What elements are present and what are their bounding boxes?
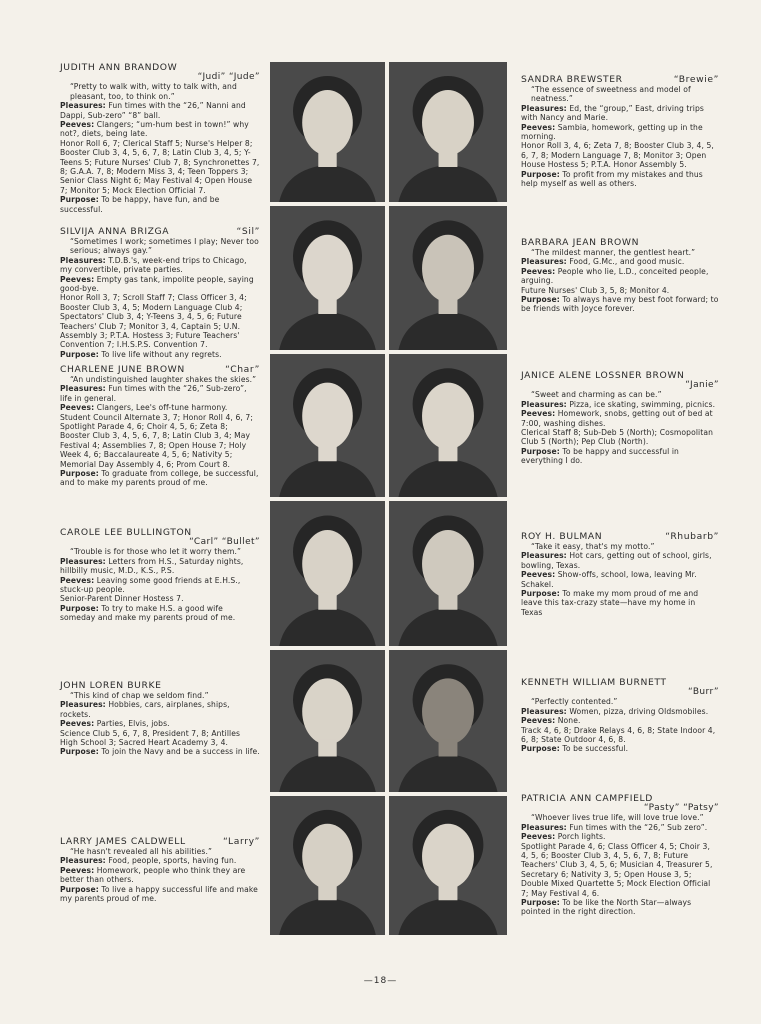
peeves-text: Leaving some good friends at E.H.S., stuck-up people. xyxy=(60,575,241,595)
portrait-neck xyxy=(439,151,458,167)
portrait-silhouette xyxy=(389,650,507,792)
portrait-silhouette xyxy=(270,796,385,935)
peeves-label: Peeves: xyxy=(60,403,95,413)
portrait-neck xyxy=(439,740,458,757)
portrait-silhouette xyxy=(389,206,507,350)
purpose-text: To profit from my mistakes and thus help myself as well as others. xyxy=(521,169,703,189)
student-entry xyxy=(60,364,260,488)
student-entry xyxy=(60,62,260,214)
pleasures-line xyxy=(60,856,260,865)
pleasures-text: Ed, the “group,” East, driving trips with Nancy and Marie. xyxy=(521,103,704,123)
peeves-label: Peeves: xyxy=(521,266,556,276)
student-nickname: “Sil” xyxy=(236,226,260,237)
student-portrait xyxy=(389,650,507,792)
student-nickname: “Judi” “Jude” xyxy=(197,72,260,82)
portrait-face xyxy=(302,824,353,889)
student-portrait xyxy=(270,796,385,935)
student-portrait xyxy=(270,650,385,792)
student-entry xyxy=(521,237,719,314)
pleasures-label: Pleasures: xyxy=(60,700,106,710)
purpose-text: To be successful. xyxy=(562,744,629,754)
peeves-label: Peeves: xyxy=(521,122,556,132)
activities-text: Honor Roll 3, 7; Scroll Staff 7; Class Officer 3, 4; Booster Club 3, 4, 5; Modern Language Club 4; Spectators' Club 3, 4; Y-Teens 3, 4, 5, 6; Future Teachers' Club 7; Monitor 3, 4, Captain 5; U.N. Assembly 3; P.T.A. Hostess 3; Future Teachers' Convention 7; I.H.S.P.S. Convention 7. xyxy=(60,293,247,350)
peeves-text: Clangers, Lee's off-tune harmony. xyxy=(96,403,228,413)
student-entry xyxy=(521,531,719,617)
purpose-text: To live a happy successful life and make my parents proud of me. xyxy=(60,884,258,904)
purpose-line xyxy=(521,589,719,617)
purpose-label: Purpose: xyxy=(60,195,99,205)
purpose-label: Purpose: xyxy=(60,747,99,757)
portrait-neck xyxy=(318,297,336,314)
student-name: PATRICIA ANN CAMPFIELD xyxy=(521,793,653,804)
pleasures-label: Pleasures: xyxy=(60,556,106,566)
student-entry xyxy=(60,836,260,903)
pleasures-label: Pleasures: xyxy=(60,101,106,111)
student-entry xyxy=(521,74,719,188)
portrait-neck xyxy=(318,445,336,462)
purpose-label: Purpose: xyxy=(521,589,560,599)
pleasures-text: Fun times with the “26,” Sub-zero”, life in general. xyxy=(60,384,247,403)
peeves-line xyxy=(60,866,260,885)
portrait-face xyxy=(302,530,353,598)
peeves-line xyxy=(521,570,719,589)
peeves-text: Clangers; “um-hum best in town!” why not?, diets, being late. xyxy=(60,120,249,139)
activities-text: Track 4, 6, 8; Drake Relays 4, 6, 8; State Indoor 4, 6, 8; State Outdoor 4, 6, 8. xyxy=(521,725,716,745)
purpose-label: Purpose: xyxy=(521,898,560,908)
pleasures-line xyxy=(521,823,719,832)
student-nickname: “Rhubarb” xyxy=(665,531,719,542)
purpose-line xyxy=(60,350,260,359)
pleasures-label: Pleasures: xyxy=(521,706,567,716)
purpose-line xyxy=(60,747,260,756)
activities-text: Clerical Staff 8; Sub-Deb 5 (North); Cosmopolitan Club 5 (North); Pep Club (North). xyxy=(521,428,713,447)
student-name-line xyxy=(521,237,719,248)
student-nickname: “Char” xyxy=(225,364,260,375)
activities-text: Spotlight Parade 4, 6; Class Officer 4, 5; Choir 3, 4, 5, 6; Booster Club 3, 4, 5, 6, 7, 8; Future Teachers' Club 3, 4, 5, 6; Musician 4, Treasurer 5, Secretary 6; Nativity 3, 5; Open House 3, 5; Double Mixed Quartette 5; Mock Election Official 7; May Festival 4, 6. xyxy=(521,841,713,898)
student-nickname: “Janie” xyxy=(685,380,719,390)
student-nickname: “Burr” xyxy=(688,687,719,697)
peeves-text: None. xyxy=(557,716,581,726)
portrait-neck xyxy=(439,884,458,900)
purpose-line xyxy=(60,195,260,214)
peeves-text: Homework, people who think they are better than others. xyxy=(60,865,246,885)
peeves-line xyxy=(521,832,719,841)
peeves-label: Peeves: xyxy=(60,575,95,585)
purpose-label: Purpose: xyxy=(521,446,560,456)
student-motto: “The essence of sweetness and model of neatness.” xyxy=(531,85,691,104)
purpose-text: To join the Navy and be a success in life. xyxy=(101,747,260,757)
portrait-silhouette xyxy=(389,62,507,202)
peeves-text: Parties, Elvis, jobs. xyxy=(96,719,170,729)
student-motto: “Trouble is for those who let it worry them.” xyxy=(70,547,242,557)
portrait-face xyxy=(422,383,474,450)
purpose-text: To always have my best foot forward; to be friends with Joyce forever. xyxy=(521,295,719,314)
student-motto: “He hasn't revealed all his abilities.” xyxy=(70,847,213,856)
purpose-line xyxy=(521,898,719,917)
pleasures-line xyxy=(60,256,260,275)
peeves-line xyxy=(521,716,719,725)
activities-text: Science Club 5, 6, 7, 8, President 7, 8; Antilles High School 3; Sacred Heart Academy 3, 4. xyxy=(60,728,241,748)
student-name-line xyxy=(521,531,719,542)
student-motto: “Perfectly contented.” xyxy=(531,697,618,707)
activities-text: Honor Roll 6, 7; Clerical Staff 5; Nurse's Helper 8; Booster Club 3, 4, 5, 6, 7, 8; Latin Club 3, 4, 5; Y-Teens 5; Future Nurses' Club 7, 8; Synchronettes 7, 8; G.A.A. 7, 8; Modern Miss 3, 4; Teen Toppers 3; Senior Class Night 6; May Festival 4; Open House 7; Monitor 5; Mock Election Official 7. xyxy=(60,138,260,195)
peeves-line xyxy=(60,275,260,294)
student-nickname: “Carl” “Bullet” xyxy=(189,537,260,547)
purpose-line xyxy=(521,295,719,314)
purpose-line xyxy=(521,447,719,466)
purpose-line xyxy=(60,885,260,904)
peeves-label: Peeves: xyxy=(521,570,556,580)
peeves-line xyxy=(521,123,719,142)
peeves-line xyxy=(521,409,719,428)
purpose-label: Purpose: xyxy=(60,603,99,613)
purpose-text: To be like the North Star—always pointed in the right direction. xyxy=(521,898,692,917)
student-motto: “Sweet and charming as can be.” xyxy=(531,390,662,400)
portrait-face xyxy=(302,90,353,155)
activities-text: Senior-Parent Dinner Hostess 7. xyxy=(60,594,184,604)
student-name: JOHN LOREN BURKE xyxy=(60,680,162,691)
purpose-label: Purpose: xyxy=(60,884,99,894)
pleasures-label: Pleasures: xyxy=(521,399,567,409)
pleasures-line xyxy=(60,557,260,576)
student-name: JUDITH ANN BRANDOW xyxy=(60,62,178,73)
pleasures-text: Hot cars, getting out of school, girls, bowling, Texas. xyxy=(521,551,712,570)
pleasures-text: T.D.B.'s, week-end trips to Chicago, my convertible, private parties. xyxy=(60,255,247,275)
student-name: CAROLE LEE BULLINGTON xyxy=(60,527,192,538)
peeves-label: Peeves: xyxy=(60,865,95,875)
purpose-label: Purpose: xyxy=(521,744,560,754)
student-portrait xyxy=(389,62,507,202)
pleasures-text: Fun times with the “26,” Nanni and Dappi, Sub-zero” “8” ball. xyxy=(60,101,246,120)
pleasures-line xyxy=(60,700,260,719)
student-name-line xyxy=(60,364,260,375)
student-name-line xyxy=(60,836,260,847)
portrait-silhouette xyxy=(389,354,507,497)
peeves-text: People who lie, L.D., conceited people, arguing. xyxy=(521,266,709,286)
peeves-line xyxy=(60,719,260,728)
peeves-label: Peeves: xyxy=(60,120,95,130)
pleasures-text: Letters from H.S., Saturday nights, hillbilly music, M.D., K.S., P.S. xyxy=(60,556,244,576)
student-nickname: “Larry” xyxy=(222,836,260,847)
student-name: LARRY JAMES CALDWELL xyxy=(60,836,186,847)
purpose-label: Purpose: xyxy=(60,469,99,479)
student-entry xyxy=(60,680,260,757)
student-portrait xyxy=(270,62,385,202)
student-name: BARBARA JEAN BROWN xyxy=(521,237,640,248)
purpose-text: To graduate from college, be successful, and to make my parents proud of me. xyxy=(60,469,259,488)
student-name: SANDRA BREWSTER xyxy=(521,74,623,85)
portrait-silhouette xyxy=(270,501,385,646)
student-entry xyxy=(60,226,260,359)
purpose-line xyxy=(60,604,260,623)
student-nickname: “Brewie” xyxy=(673,74,719,85)
purpose-line xyxy=(521,170,719,189)
purpose-line xyxy=(60,469,260,488)
pleasures-line xyxy=(521,707,719,716)
student-nickname: “Pasty” “Patsy” xyxy=(643,803,719,813)
purpose-text: To be happy and successful in everything I do. xyxy=(521,446,679,466)
student-entry xyxy=(521,793,719,917)
peeves-label: Peeves: xyxy=(60,274,95,284)
peeves-text: Sambia, homework, getting up in the morning. xyxy=(521,122,703,142)
student-portrait xyxy=(270,354,385,497)
portrait-face xyxy=(422,530,474,598)
peeves-line xyxy=(60,120,260,139)
pleasures-text: Pizza, ice skating, swimming, picnics. xyxy=(569,399,716,409)
pleasures-line xyxy=(521,104,719,123)
purpose-text: To make my mom proud of me and leave this tax-crazy state—have my home in Texas xyxy=(521,589,699,617)
student-portrait xyxy=(270,206,385,350)
portrait-silhouette xyxy=(270,354,385,497)
pleasures-line xyxy=(521,257,719,266)
pleasures-label: Pleasures: xyxy=(60,856,106,866)
portrait-face xyxy=(422,90,474,155)
portrait-face xyxy=(422,678,474,744)
pleasures-text: Fun times with the “26,” Sub zero”. xyxy=(569,822,708,832)
student-motto: “Sometimes I work; sometimes I play; Never too serious; always gay.” xyxy=(70,237,259,256)
student-portrait xyxy=(389,354,507,497)
student-name-line xyxy=(60,226,260,237)
purpose-label: Purpose: xyxy=(521,169,560,179)
student-motto: “Take it easy, that's my motto.” xyxy=(531,542,655,551)
pleasures-line xyxy=(60,384,260,403)
pleasures-label: Pleasures: xyxy=(60,384,106,394)
student-name: JANICE ALENE LOSSNER BROWN xyxy=(521,370,685,381)
pleasures-text: Hobbies, cars, airplanes, ships, rockets. xyxy=(60,700,230,719)
pleasures-label: Pleasures: xyxy=(521,257,567,267)
purpose-line xyxy=(521,744,719,753)
student-motto: “Whoever lives true life, will love true love.” xyxy=(531,813,704,823)
portrait-silhouette xyxy=(270,62,385,202)
peeves-text: Homework, snobs, getting out of bed at 7:00, washing dishes. xyxy=(521,409,713,428)
portrait-neck xyxy=(318,151,336,167)
portrait-neck xyxy=(318,884,336,900)
activities-text: Honor Roll 3, 4, 6; Zeta 7, 8; Booster Club 3, 4, 5, 6, 7, 8; Modern Language 7, 8; Monitor 3; Open House Hostess 5; P.T.A. Honor Assembly 5. xyxy=(521,141,714,170)
student-name: SILVIJA ANNA BRIZGA xyxy=(60,226,170,237)
activities-text: Future Nurses' Club 3, 5, 8; Monitor 4. xyxy=(521,285,670,295)
purpose-label: Purpose: xyxy=(60,349,99,359)
activities-text: Student Council Alternate 3, 7; Honor Roll 4, 6, 7; Spotlight Parade 4, 6; Choir 4, 5, 6; Zeta 8; Booster Club 3, 4, 5, 6, 7, 8; Latin Club 3, 4; May Festival 4; Assemblies 7, 8; Open House 7; Holy Week 4, 6; Baccalaureate 4, 5, 6; Nativity 5; Memorial Day Assembly 4, 6; Prom Court 8. xyxy=(60,412,253,469)
portrait-neck xyxy=(318,740,336,757)
student-name: KENNETH WILLIAM BURNETT xyxy=(521,677,667,688)
peeves-line xyxy=(521,267,719,286)
peeves-text: Show-offs, school, Iowa, leaving Mr. Schakel. xyxy=(521,570,697,589)
portrait-silhouette xyxy=(270,206,385,350)
student-portrait xyxy=(389,796,507,935)
student-name-line xyxy=(60,680,260,691)
peeves-line xyxy=(60,576,260,595)
pleasures-text: Food, people, sports, having fun. xyxy=(108,856,237,866)
student-entry xyxy=(60,527,260,623)
portrait-face xyxy=(422,235,474,302)
portrait-face xyxy=(302,678,353,744)
student-portrait xyxy=(389,501,507,646)
purpose-label: Purpose: xyxy=(521,295,560,305)
portrait-neck xyxy=(318,593,336,610)
student-portrait xyxy=(270,501,385,646)
student-motto: “An undistinguished laughter shakes the skies.” xyxy=(70,375,257,384)
student-name: ROY H. BULMAN xyxy=(521,531,603,542)
student-name: CHARLENE JUNE BROWN xyxy=(60,364,185,375)
peeves-label: Peeves: xyxy=(521,716,556,726)
portrait-silhouette xyxy=(270,650,385,792)
pleasures-text: Women, pizza, driving Oldsmobiles. xyxy=(569,706,709,716)
pleasures-line xyxy=(521,400,719,409)
portrait-silhouette xyxy=(389,501,507,646)
purpose-text: To be happy, have fun, and be successful. xyxy=(60,195,220,214)
student-entry xyxy=(521,677,719,754)
portrait-face xyxy=(422,824,474,889)
student-motto: “The mildest manner, the gentlest heart.” xyxy=(531,248,696,257)
peeves-text: Empty gas tank, impolite people, saying good-bye. xyxy=(60,274,254,294)
portrait-silhouette xyxy=(389,796,507,935)
pleasures-label: Pleasures: xyxy=(521,103,567,113)
portrait-face xyxy=(302,383,353,450)
pleasures-label: Pleasures: xyxy=(521,551,567,561)
page-number: —18— xyxy=(363,976,398,986)
purpose-text: To live life without any regrets. xyxy=(101,349,222,359)
student-motto: “Pretty to walk with, witty to talk with, and pleasant, too, to think on.” xyxy=(70,82,237,101)
pleasures-line xyxy=(60,101,260,120)
peeves-label: Peeves: xyxy=(521,832,556,842)
pleasures-label: Pleasures: xyxy=(60,255,106,265)
portrait-neck xyxy=(439,297,458,314)
peeves-line xyxy=(60,403,260,412)
peeves-label: Peeves: xyxy=(60,719,95,729)
peeves-text: Porch lights. xyxy=(557,832,606,842)
peeves-label: Peeves: xyxy=(521,409,556,419)
student-motto: “This kind of chap we seldom find.” xyxy=(70,691,209,700)
student-name-line xyxy=(521,74,719,85)
pleasures-label: Pleasures: xyxy=(521,822,567,832)
portrait-neck xyxy=(439,593,458,610)
purpose-text: To try to make H.S. a good wife someday and make my parents proud of me. xyxy=(60,603,236,623)
pleasures-line xyxy=(521,551,719,570)
pleasures-text: Food, G.Mc., and good music. xyxy=(569,257,685,267)
portrait-neck xyxy=(439,445,458,462)
portrait-face xyxy=(302,235,353,302)
student-portrait xyxy=(389,206,507,350)
student-entry xyxy=(521,370,719,466)
